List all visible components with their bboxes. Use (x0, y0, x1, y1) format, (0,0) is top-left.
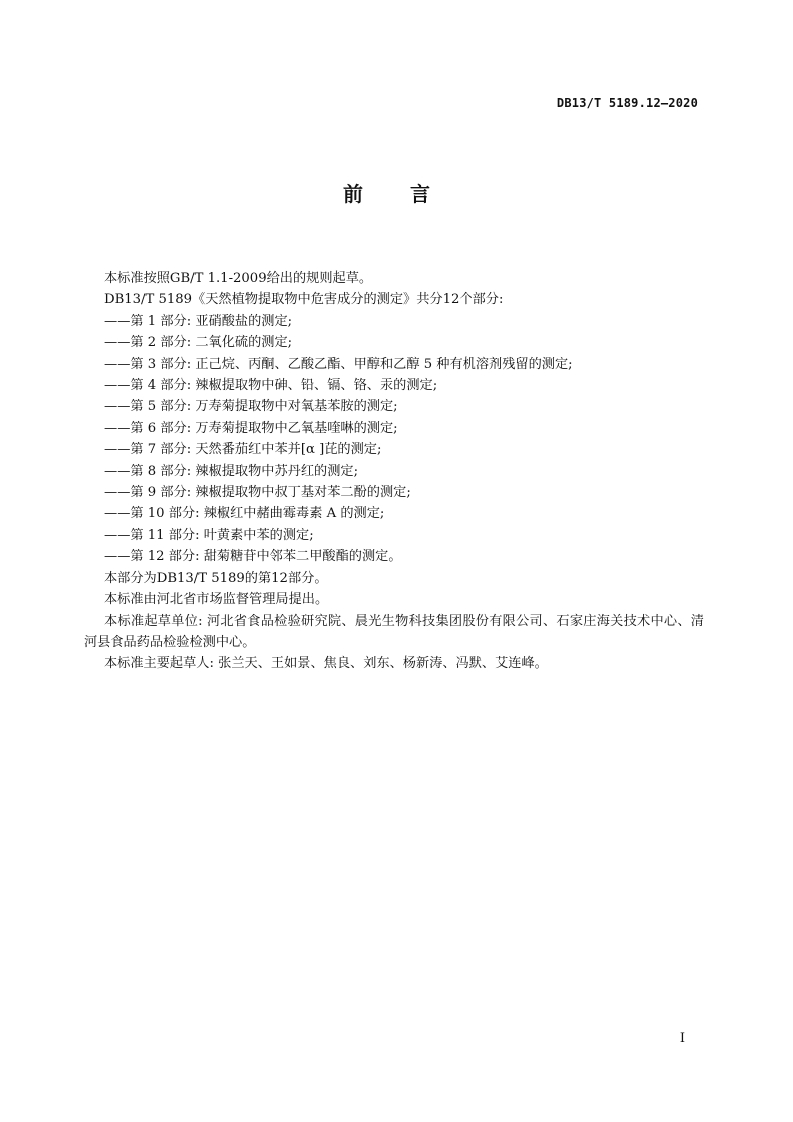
list-item: ——第 5 部分: 万寿菊提取物中对氧基苯胺的测定; (104, 399, 398, 415)
proposed-by-statement: 本标准由河北省市场监督管理局提出。 (104, 592, 329, 608)
list-item: ——第 3 部分: 正己烷、丙酮、乙酸乙酯、甲醇和乙醇 5 种有机溶剂残留的测定; (104, 356, 573, 372)
intro-line-1: 本标准按照GB/T 1.1-2009给出的规则起草。 (104, 271, 373, 286)
page-number: I (679, 1031, 685, 1046)
standard-code: DB13/T 5189.12—2020 (556, 96, 698, 110)
list-item: ——第 11 部分: 叶黄素中苯的测定; (104, 527, 314, 543)
list-item: ——第 2 部分: 二氧化硫的测定; (104, 335, 293, 351)
list-item: ——第 4 部分: 辣椒提取物中砷、铅、镉、铬、汞的测定; (104, 378, 438, 394)
page-title: 前 言 (343, 182, 450, 206)
list-item: ——第 10 部分: 辣椒红中赭曲霉毒素 A 的测定; (104, 506, 385, 522)
list-item: ——第 8 部分: 辣椒提取物中苏丹红的测定; (104, 463, 359, 479)
intro-line-2: DB13/T 5189《天然植物提取物中危害成分的测定》共分12个部分: (104, 292, 504, 308)
foreword-body (84, 268, 704, 675)
parts-list (84, 311, 704, 568)
list-item: ——第 12 部分: 甜菊糖苷中邻苯二甲酸酯的测定。 (104, 549, 402, 565)
drafting-units-statement: 本标准起草单位: 河北省食品检验研究院、晨光生物科技集团股份有限公司、石家庄海关技术中心、清河县食品药品检验检测中心。 (84, 613, 704, 650)
list-item: ——第 9 部分: 辣椒提取物中叔丁基对苯二酚的测定; (104, 485, 411, 501)
drafters-statement: 本标准主要起草人: 张兰天、王如景、焦良、刘东、杨新涛、冯默、艾连峰。 (104, 656, 548, 672)
list-item: ——第 1 部分: 亚硝酸盐的测定; (104, 313, 293, 329)
list-item: ——第 7 部分: 天然番茄红中苯并[α ]芘的测定; (104, 442, 382, 458)
list-item: ——第 6 部分: 万寿菊提取物中乙氧基喹啉的测定; (104, 420, 398, 436)
this-part-statement: 本部分为DB13/T 5189的第12部分。 (104, 570, 328, 586)
